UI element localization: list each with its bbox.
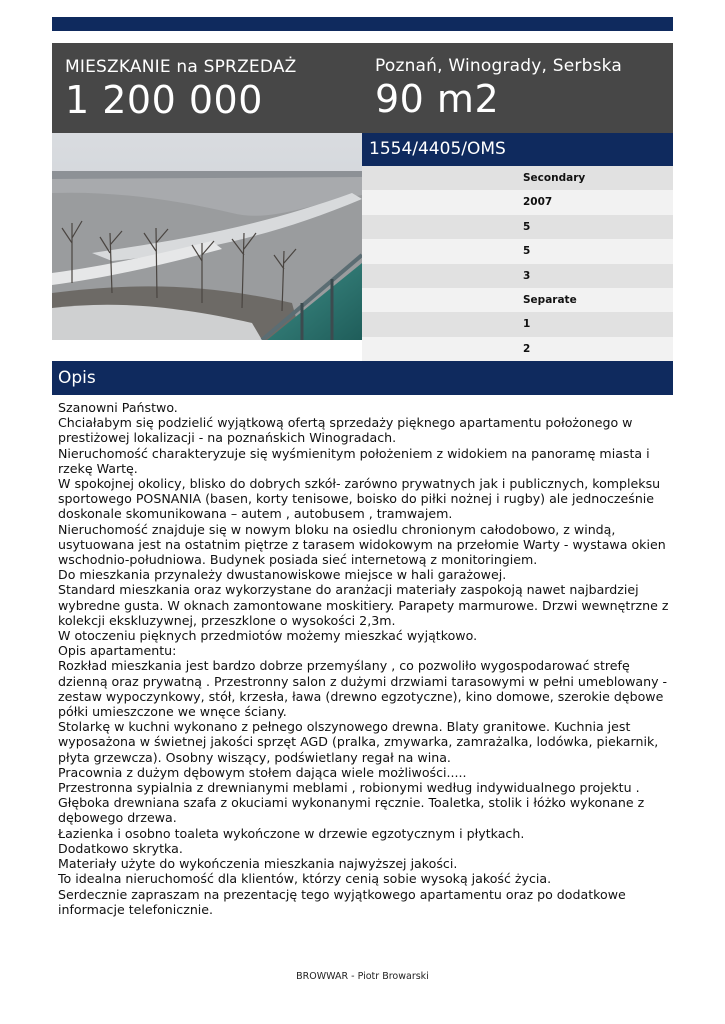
description-paragraph: Pracownia z dużym dębowym stołem dająca wiele możliwości..... (58, 764, 467, 780)
description-paragraph: Chciałabym się podzielić wyjątkową ofertą sprzedaży pięknego apartamentu położonego w prestiżowej lokalizacji - na poznańskich Winogradach. (58, 415, 633, 446)
param-row: 1 (362, 312, 673, 336)
description-paragraph: Głęboka drewniana szafa z okuciami wykonanymi ręcznie. Toaletka, stolik i łóżko wykonane z dębowego drzewa. (58, 795, 645, 826)
location: Poznań, Winogrady, Serbska (375, 56, 622, 76)
param-row: 5 (362, 215, 673, 239)
description-paragraph: To idealna nieruchomość dla klientów, którzy cenią sobie wysoką jakość życia. (58, 871, 552, 887)
param-row: 5 (362, 239, 673, 263)
description-heading: Opis (52, 361, 673, 395)
description-paragraph: Do mieszkania przynależy dwustanowiskowe miejsce w hali garażowej. (58, 567, 507, 583)
description-paragraph: Stolarkę w kuchni wykonano z pełnego olszynowego drewna. Blaty granitowe. Kuchnia jest wyposażona w świetnej jakości sprzęt AGD (pralka, zmywarka, zamrażalka, lodówka, piekarnik, płyta grzewcza). Osobny wiszący, podświetlany regał na wina. (58, 719, 659, 765)
param-row: Separate (362, 288, 673, 312)
area: 90 m2 (375, 77, 500, 121)
param-row: Secondary (362, 166, 673, 190)
param-row: 2007 (362, 190, 673, 214)
parameter-table (362, 166, 673, 361)
description-paragraph: Materiały użyte do wykończenia mieszkania najwyższej jakości. (58, 856, 458, 872)
description-paragraph: Przestronna sypialnia z drewnianymi meblami , robionymi według indywidualnego projektu . (58, 780, 640, 796)
description-text (58, 400, 673, 917)
description-paragraph: Standard mieszkania oraz wykorzystane do aranżacji materiały zaspokoją nawet najbardziej wybredne gusta. W oknach zamontowane moskitiery. Parapety marmurowe. Drzwi wewnętrzne z kolekcji ekskluzywnej, przeszklone o wysokości 2,3m. (58, 582, 669, 628)
description-paragraph: Serdecznie zapraszam na prezentację tego wyjątkowego apartamentu oraz po dodatkowe informacje telefonicznie. (58, 886, 626, 917)
description-paragraph: Dodatkowo skrytka. (58, 840, 183, 856)
param-row: 3 (362, 264, 673, 288)
offer-type: MIESZKANIE na SPRZEDAŻ (65, 57, 297, 77)
description-paragraph: Nieruchomość znajduje się w nowym bloku na osiedlu chronionym całodobowo, z windą, usytuowana jest na ostatnim piętrze z tarasem widokowym na przełomie Warty - wystawa okien wschodnio-południowa. Budynek posiada sieć internetową z monitoringiem. (58, 521, 666, 568)
top-accent-bar (52, 17, 673, 31)
param-row: 2 (362, 337, 673, 361)
property-photo (52, 133, 362, 340)
description-paragraph: Opis apartamentu: (58, 643, 177, 659)
listing-header (52, 43, 673, 133)
description-paragraph: Szanowni Państwo. (58, 400, 178, 415)
price: 1 200 000 (65, 78, 263, 122)
description-paragraph: Łazienka i osobno toaleta wykończone w drzewie egzotycznym i płytkach. (58, 825, 525, 841)
footer-agency: BROWWAR - Piotr Browarski (296, 971, 429, 982)
description-paragraph: W spokojnej okolicy, blisko do dobrych szkół- zarówno prywatnych jak i publicznych, kompleksu sportowego POSNANIA (basen, korty tenisowe, boisko do piłki nożnej i rugby) ale jednocześnie doskonale skomunikowana – autem , autobusem , tramwajem. (58, 476, 661, 522)
description-paragraph: W otoczeniu pięknych przedmiotów możemy mieszkać wyjątkowo. (58, 628, 478, 644)
reference-number: 1554/4405/OMS (362, 133, 673, 166)
description-paragraph: Nieruchomość charakteryzuje się wyśmienitym położeniem z widokiem na panoramę miasta i rzekę Wartę. (58, 445, 650, 476)
description-paragraph: Rozkład mieszkania jest bardzo dobrze przemyślany , co pozwoliło wygospodarować strefę dzienną oraz prywatną . Przestronny salon z dużymi drzwiami tarasowymi w pełni umeblowany - zestaw wypoczynkowy, stół, krzesła, ława (drewno egzotyczne), kino domowe, szerokie dębowe półki umieszczone we wnęce ściany. (58, 658, 668, 720)
